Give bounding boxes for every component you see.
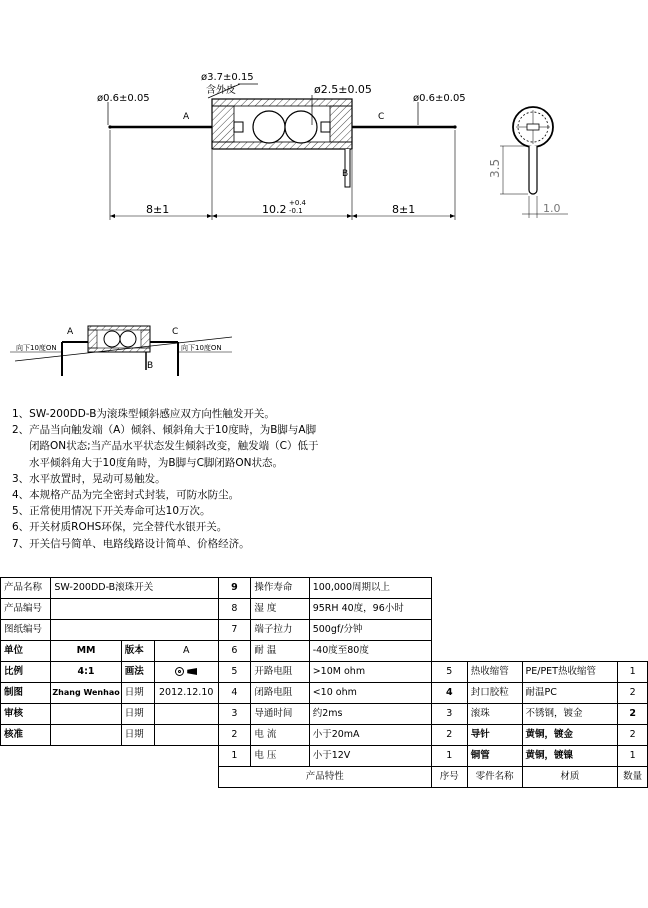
footer-product-props: 产品特性 [218, 767, 431, 788]
scale-label: 比例 [1, 662, 51, 683]
part-no: 2 [431, 725, 467, 746]
notes-list [12, 406, 452, 552]
footer-part-name: 零件名称 [467, 767, 522, 788]
prop-name: 电 流 [251, 725, 309, 746]
prop-no: 6 [218, 641, 251, 662]
footer-qty: 数量 [618, 767, 648, 788]
prop-no: 3 [218, 704, 251, 725]
part-no: 5 [431, 662, 467, 683]
prop-value: >10M ohm [309, 662, 431, 683]
prop-name: 开路电阻 [251, 662, 309, 683]
label-b: B [342, 169, 349, 179]
svg-text:C: C [172, 327, 179, 337]
date-label: 日期 [121, 725, 154, 746]
unit-label: 单位 [1, 641, 51, 662]
approve-value [51, 725, 121, 746]
table-row [1, 683, 648, 704]
part-qty: 1 [618, 662, 648, 683]
prop-value: 100,000周期以上 [309, 578, 431, 599]
note-4: 4、本规格产品为完全密封式封装，可防水防尘。 [12, 489, 240, 502]
dim-left-len: 8±1 [146, 203, 170, 216]
table-row [1, 662, 648, 683]
product-name-label: 产品名称 [1, 578, 51, 599]
switch-body-section [212, 99, 352, 149]
prop-value: 95RH 40度，96小时 [309, 599, 431, 620]
prop-value: 约2ms [309, 704, 431, 725]
prop-no: 1 [218, 746, 251, 767]
prop-value: 500gf/分钟 [309, 620, 431, 641]
dim-side-width: 1.0 [543, 202, 561, 215]
date: 2012.12.10 [154, 683, 218, 704]
dim-right-len: 8±1 [392, 203, 416, 216]
blank [1, 767, 219, 788]
prop-name: 湿 度 [251, 599, 309, 620]
part-no: 3 [431, 704, 467, 725]
tilt-right-label: 向下10度ON [181, 344, 222, 352]
part-qty: 2 [618, 683, 648, 704]
table-row [1, 578, 648, 599]
dim-outer-note: 含外皮 [206, 85, 236, 96]
tilt-left-label: 向下10度ON [16, 344, 57, 352]
drawn-by: Zhang Wenhao [51, 683, 121, 704]
check-label: 审核 [1, 704, 51, 725]
footer-seq-no: 序号 [431, 767, 467, 788]
part-material: 耐温PC [522, 683, 618, 704]
blank [431, 641, 647, 662]
part-name: 滚珠 [467, 704, 522, 725]
prop-value: -40度至80度 [309, 641, 431, 662]
version-label: 版本 [121, 641, 154, 662]
check-date [154, 704, 218, 725]
part-name: 封口胶粒 [467, 683, 522, 704]
part-name: 热收缩管 [467, 662, 522, 683]
table-row [1, 641, 648, 662]
dim-outer-dia: ø3.7±0.15 [201, 72, 254, 83]
part-qty: 1 [618, 746, 648, 767]
prop-name: 导通时间 [251, 704, 309, 725]
prop-value: 小于12V [309, 746, 431, 767]
table-footer-row [1, 767, 648, 788]
note-3: 3、水平放置时，晃动可易触发。 [12, 472, 166, 485]
label-a: A [183, 112, 190, 122]
prop-no: 9 [218, 578, 251, 599]
projection-label: 画法 [121, 662, 154, 683]
prop-value: 小于20mA [309, 725, 431, 746]
part-material: 黄铜，镀金 [522, 725, 618, 746]
part-material: PE/PET热收缩管 [522, 662, 618, 683]
label-c: C [378, 112, 385, 122]
main-drawing [0, 0, 648, 400]
approve-label: 核准 [1, 725, 51, 746]
dim-lead-dia-left: ø0.6±0.05 [97, 93, 150, 104]
note-6: 6、开关材质ROHS环保，完全替代水银开关。 [12, 521, 228, 534]
note-5: 5、正常使用情况下开关寿命可达10万次。 [12, 505, 211, 518]
projection-symbol-icon [154, 662, 218, 683]
dim-side-height: 3.5 [488, 158, 502, 178]
part-material: 黄铜，镀镍 [522, 746, 618, 767]
part-name: 导针 [467, 725, 522, 746]
check-value [51, 704, 121, 725]
approve-date [154, 725, 218, 746]
date-label: 日期 [121, 704, 154, 725]
table-row [1, 599, 648, 620]
part-material: 不锈钢，镀金 [522, 704, 618, 725]
prop-name: 操作寿命 [251, 578, 309, 599]
prop-name: 闭路电阻 [251, 683, 309, 704]
prop-value: <10 ohm [309, 683, 431, 704]
table-row [1, 725, 648, 746]
scale: 4:1 [51, 662, 121, 683]
footer-material: 材质 [522, 767, 618, 788]
prop-no: 7 [218, 620, 251, 641]
part-no: 1 [431, 746, 467, 767]
product-no-label: 产品编号 [1, 599, 51, 620]
prop-no: 2 [218, 725, 251, 746]
note-1: 1、SW-200DD-B为滚珠型倾斜感应双方向性触发开关。 [12, 408, 275, 420]
note-2-cont-2: 水平倾斜角大于10度角時，为B脚与C脚闭路ON状态。 [29, 456, 284, 469]
prop-no: 5 [218, 662, 251, 683]
dim-inner-dia: ø2.5±0.05 [314, 83, 372, 96]
table-row [1, 620, 648, 641]
drawn-label: 制图 [1, 683, 51, 704]
blank [1, 746, 219, 767]
drawing-no-label: 图纸编号 [1, 620, 51, 641]
note-2: 2、产品当向触发端（A）倾斜、倾斜角大于10度時，为B脚与A脚 [12, 424, 317, 437]
note-7: 7、开关信号简单、电路线路设计简单、价格经济。 [12, 537, 250, 550]
lead-b [345, 149, 350, 187]
product-name: SW-200DD-B滚珠开关 [51, 578, 218, 599]
blank [431, 599, 647, 620]
dim-lead-dia-right: ø0.6±0.05 [413, 93, 466, 104]
prop-no: 4 [218, 683, 251, 704]
svg-text:A: A [67, 327, 74, 337]
part-name: 铜管 [467, 746, 522, 767]
part-qty: 2 [618, 704, 648, 725]
prop-name: 端子拉力 [251, 620, 309, 641]
blank [431, 620, 647, 641]
prop-name: 电 压 [251, 746, 309, 767]
product-no-value [51, 599, 218, 620]
version: A [154, 641, 218, 662]
unit: MM [51, 641, 121, 662]
dim-body-tol-plus: +0.4 [289, 199, 306, 207]
svg-text:B: B [147, 361, 154, 371]
part-no: 4 [431, 683, 467, 704]
blank [431, 578, 647, 599]
date-label: 日期 [121, 683, 154, 704]
title-block-table [0, 577, 648, 788]
note-2-cont-1: 闭路ON状态;当产品水平状态发生倾斜改变，触发端（C）低于 [29, 440, 319, 453]
part-qty: 2 [618, 725, 648, 746]
drawing-no-value [51, 620, 218, 641]
prop-no: 8 [218, 599, 251, 620]
dim-body-tol-minus: -0.1 [289, 207, 303, 215]
prop-name: 耐 温 [251, 641, 309, 662]
table-row [1, 704, 648, 725]
table-row [1, 746, 648, 767]
dim-body-len: 10.2 [262, 203, 287, 216]
ball-1 [253, 111, 285, 143]
